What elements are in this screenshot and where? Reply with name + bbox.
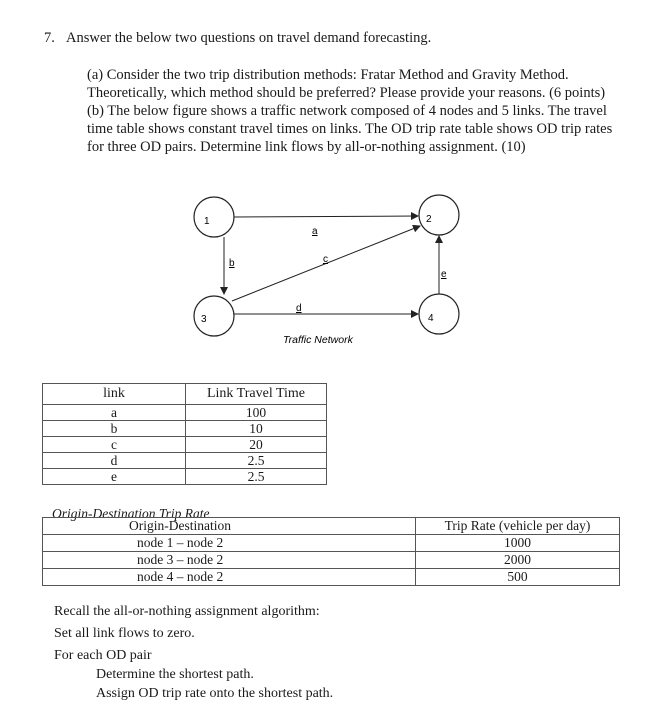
node-2-label: 2: [426, 214, 432, 225]
table-header-row: [43, 384, 327, 405]
table-row: [43, 535, 620, 552]
link-c-label: c: [323, 254, 328, 265]
travel-time-header: Link Travel Time: [186, 384, 327, 405]
od-table-caption: Origin-Destination Trip Rate: [52, 506, 210, 521]
algorithm-intro: Recall the all-or-nothing assignment algorithm:: [54, 604, 320, 619]
traffic-network-diagram: [0, 0, 672, 360]
table-row: [43, 552, 620, 569]
table-row: [43, 453, 327, 469]
table-row: [43, 469, 327, 485]
trip-rate-header: Trip Rate (vehicle per day): [416, 518, 620, 535]
part-b-line-3: for three OD pairs. Determine link flows by all-or-nothing assignment. (10): [87, 139, 526, 155]
link-cell: e: [43, 469, 186, 485]
travel-time-cell: 2.5: [186, 453, 327, 469]
node-4-circle: [419, 294, 459, 334]
part-b-line-1: (b) The below figure shows a traffic network composed of 4 nodes and 5 links. The travel: [87, 103, 607, 119]
link-b-label: b: [229, 258, 235, 269]
travel-time-cell: 20: [186, 437, 327, 453]
node-3-label: 3: [201, 314, 207, 325]
travel-time-cell: 2.5: [186, 469, 327, 485]
part-a-line-1: (a) Consider the two trip distribution methods: Fratar Method and Gravity Method.: [87, 67, 569, 83]
od-pair-cell: node 1 – node 2: [43, 535, 416, 552]
link-a-label: a: [312, 226, 318, 237]
trip-rate-cell: 2000: [416, 552, 620, 569]
algorithm-step-2: For each OD pair: [54, 648, 152, 663]
table-row: [43, 405, 327, 421]
od-pair-cell: node 4 – node 2: [43, 569, 416, 586]
link-header: link: [43, 384, 186, 405]
od-pair-cell: node 3 – node 2: [43, 552, 416, 569]
travel-time-cell: 100: [186, 405, 327, 421]
table-row: [43, 569, 620, 586]
od-trip-rate-table: [42, 517, 620, 586]
table-row: [43, 437, 327, 453]
link-d-label: d: [296, 303, 302, 314]
node-3-circle: [194, 296, 234, 336]
algorithm-substep-1: Determine the shortest path.: [96, 667, 254, 682]
travel-time-table: [42, 383, 327, 485]
trip-rate-cell: 1000: [416, 535, 620, 552]
link-e-label: e: [441, 269, 447, 280]
node-1-circle: [194, 197, 234, 237]
question-number: 7.: [44, 30, 55, 46]
question-title: Answer the below two questions on travel demand forecasting.: [66, 30, 432, 46]
node-1-label: 1: [204, 216, 210, 227]
algorithm-substep-2: Assign OD trip rate onto the shortest path.: [96, 686, 334, 701]
od-header: Origin-Destination: [43, 518, 416, 535]
algorithm-step-1: Set all link flows to zero.: [54, 626, 195, 641]
part-b-line-2: time table shows constant travel times on links. The OD trip rate table shows OD trip rates: [87, 121, 613, 137]
node-2-circle: [419, 195, 459, 235]
link-cell: b: [43, 421, 186, 437]
node-4-label: 4: [428, 313, 434, 324]
travel-time-cell: 10: [186, 421, 327, 437]
network-caption: Traffic Network: [283, 334, 353, 346]
table-header-row: [43, 518, 620, 535]
link-cell: a: [43, 405, 186, 421]
trip-rate-cell: 500: [416, 569, 620, 586]
link-a-arrow: [234, 216, 418, 217]
table-row: [43, 421, 327, 437]
link-cell: d: [43, 453, 186, 469]
link-cell: c: [43, 437, 186, 453]
part-a-line-2: Theoretically, which method should be preferred? Please provide your reasons. (6 points): [87, 85, 606, 101]
